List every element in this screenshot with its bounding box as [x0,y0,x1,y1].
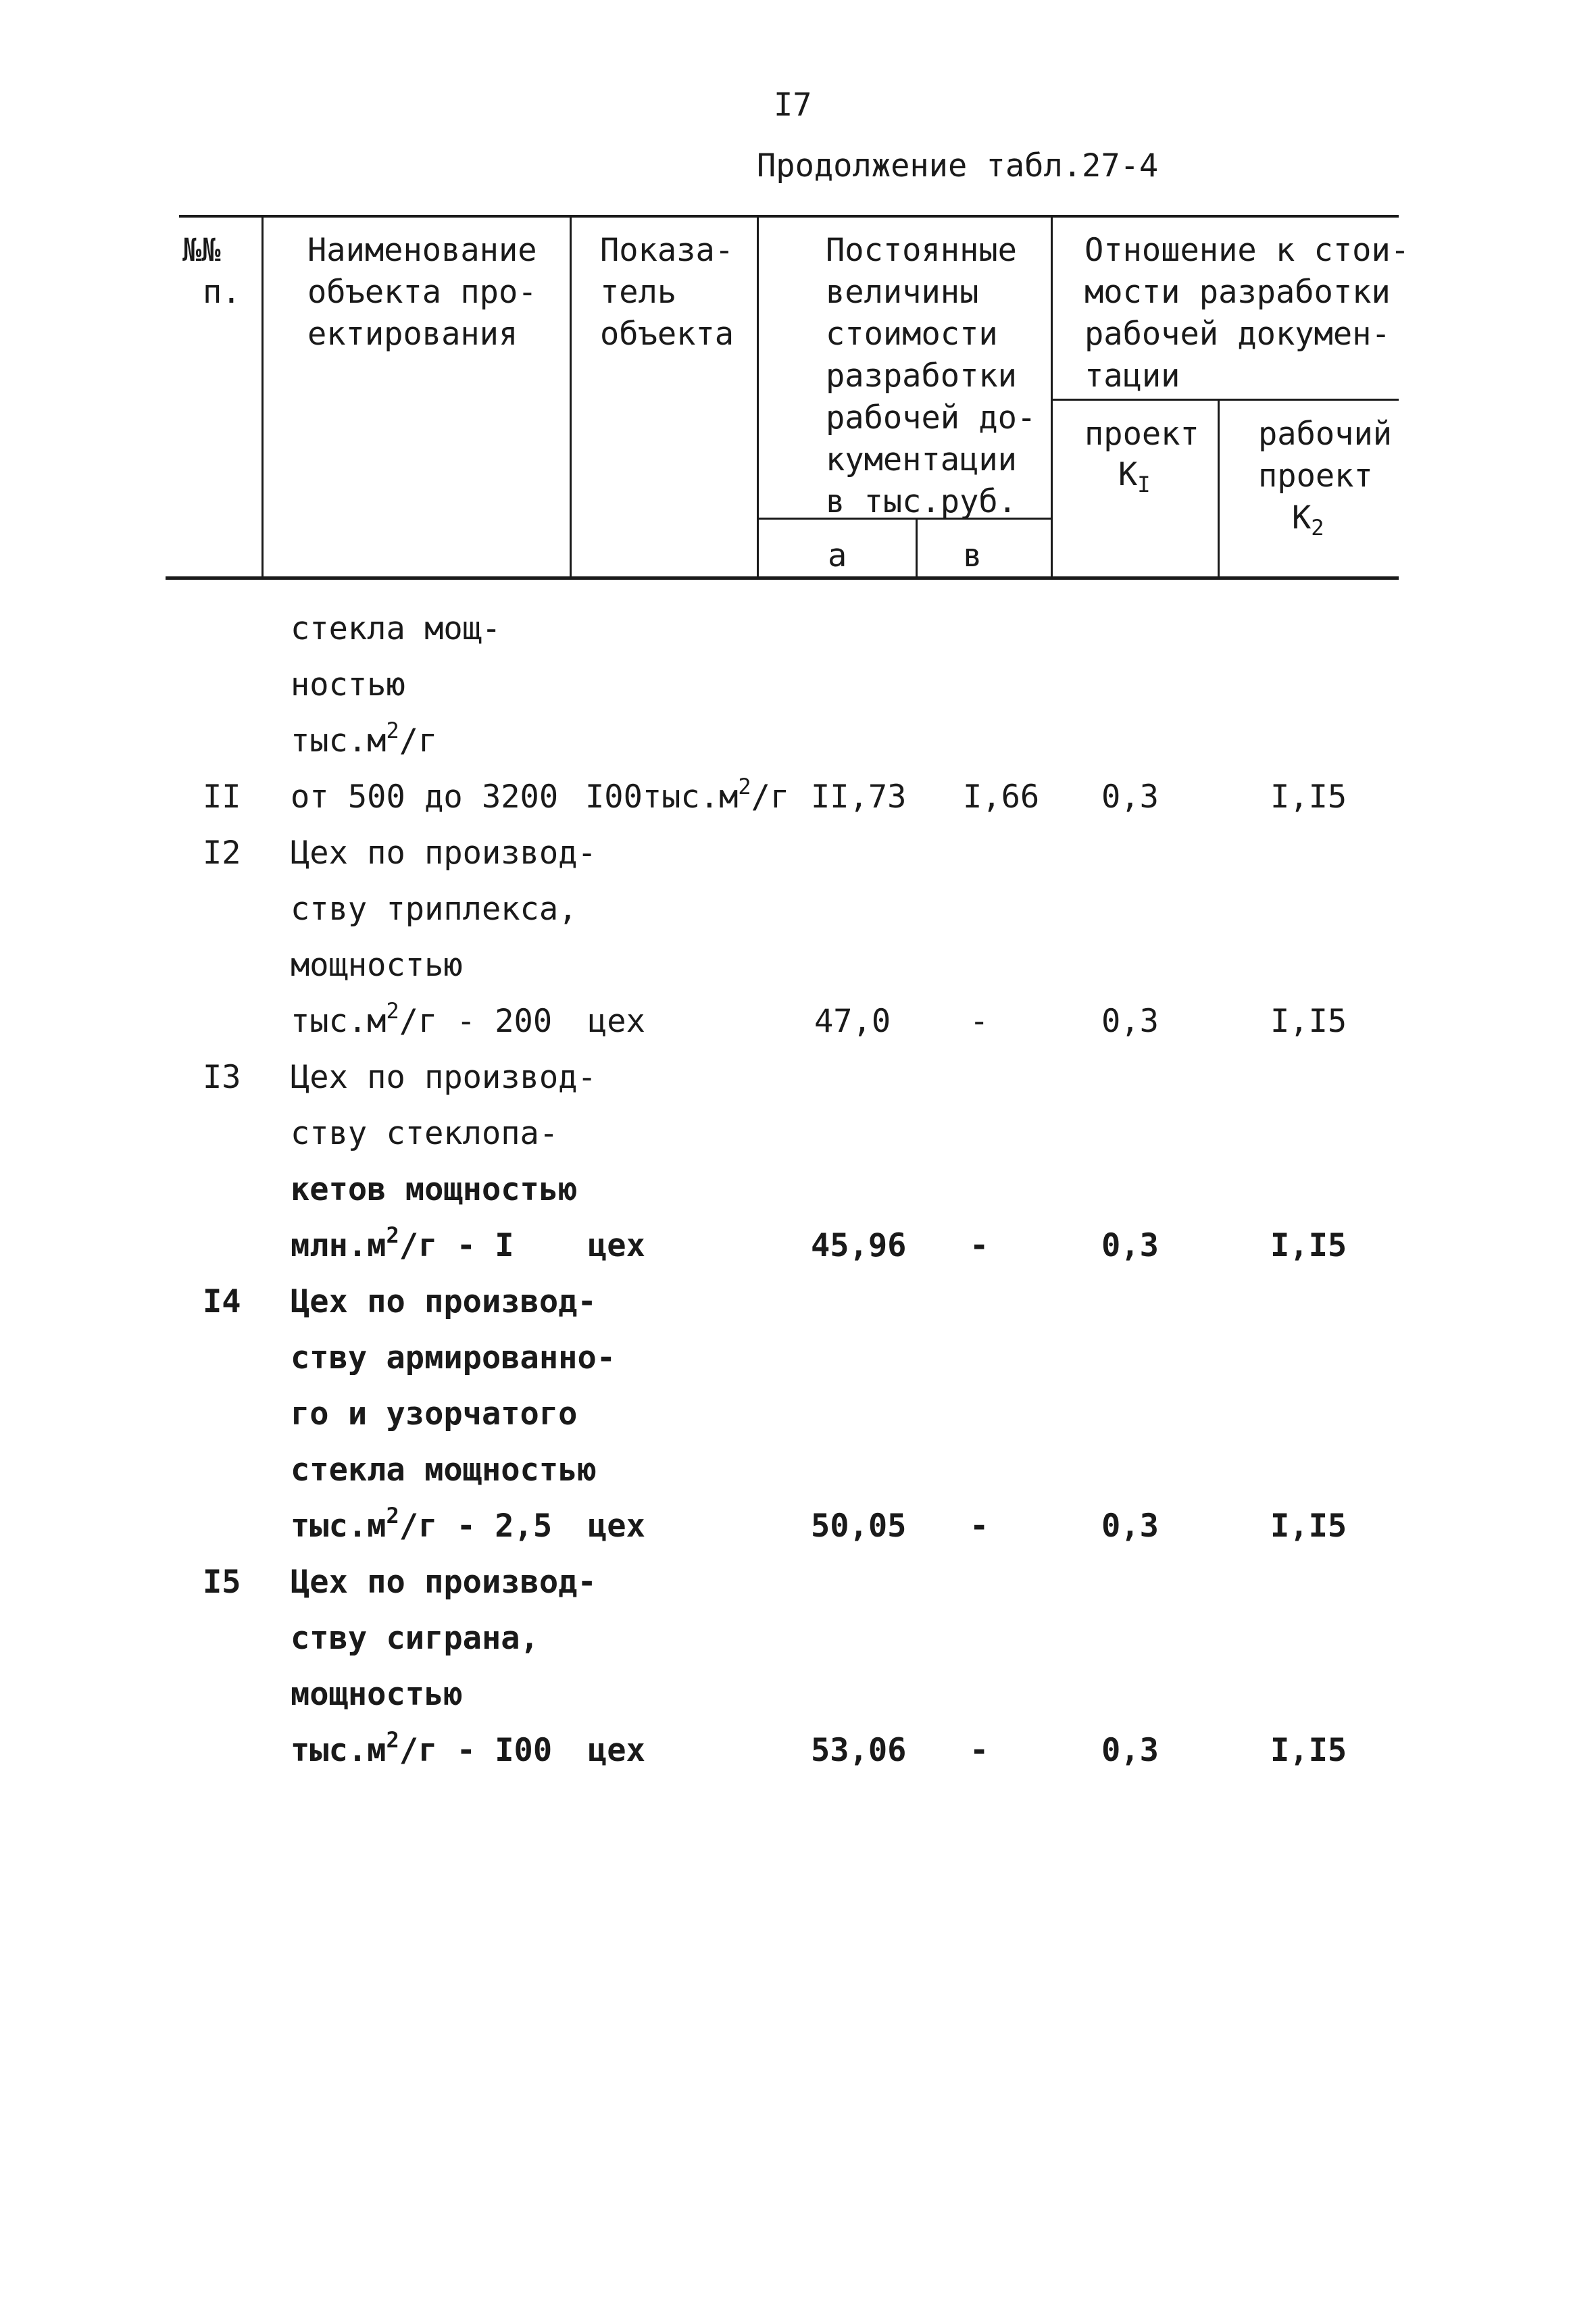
header-constants-line: Постоянные [826,232,1017,269]
ratio-subrule [1051,399,1399,401]
row-value-k2: I,I5 [1270,1732,1347,1769]
header-indicator-line: объекта [600,316,734,353]
row-indicator: цех [588,1003,645,1040]
k2-letter: К [1292,499,1312,537]
indicator-pre: I00тыс.м [585,778,739,816]
indicator-post: /г [751,778,790,816]
header-constants-line: стоимости [826,316,998,353]
row-name-line: от 500 до 3200 [291,778,559,816]
row-name-line: мощностью [291,1676,463,1713]
header-constants-line: рабочей до- [826,399,1037,437]
last-pre: тыс.м [291,1732,386,1769]
k2-index: 2 [1311,515,1324,541]
last-sup: 2 [386,1222,399,1248]
header-k1-symbol [1118,454,1151,496]
header-indicator-line: Показа- [600,232,734,269]
header-constants-line: разработки [826,357,1017,395]
row-number: I4 [203,1283,241,1320]
last-post: /г - I [399,1227,514,1264]
row-value-b: I,66 [963,778,1040,816]
row-unit [291,720,437,762]
row-indicator [585,776,789,818]
row-value-b: - [970,1003,989,1040]
row-name-line: ству сиграна, [291,1620,539,1657]
last-pre: тыс.м [291,1003,386,1040]
col-divider-k [1218,400,1220,578]
col-divider-3 [757,216,759,578]
row-value-k1: 0,3 [1101,1732,1159,1769]
row-indicator: цех [588,1732,645,1769]
header-k2-symbol [1292,497,1324,539]
header-indicator-line: тель [600,274,677,311]
last-post: /г - 2,5 [399,1508,553,1545]
last-sup: 2 [386,998,399,1024]
header-ratio-line: Отношение к стои- [1084,232,1410,269]
k1-letter: К [1118,456,1138,493]
row-indicator: цех [588,1508,645,1545]
table-caption: Продолжение табл.27-4 [757,147,1159,184]
row-name-line: ству триплекса, [291,891,578,928]
row-value-b: - [970,1508,989,1545]
row-value-k1: 0,3 [1101,1508,1159,1545]
row-name-line: ству армированно- [291,1339,616,1376]
row-name-last [291,1505,552,1547]
row-value-a: 53,06 [811,1732,907,1769]
row-name-line: Цех по производ- [291,835,597,872]
row-name-line: Цех по производ- [291,1283,597,1320]
row-value-a: 50,05 [811,1508,907,1545]
header-name-line: ектирования [307,316,518,353]
row-name-line: кетов мощностью [291,1171,578,1208]
last-post: /г - I00 [399,1732,553,1769]
row-value-a: 45,96 [811,1227,907,1264]
header-k2-label: проект [1258,457,1373,495]
header-constants-line: величины [826,274,979,311]
row-value-k2: I,I5 [1270,1508,1347,1545]
row-name-line: Цех по производ- [291,1059,597,1096]
last-sup: 2 [386,1503,399,1528]
header-constants-line: в тыс.руб. [826,483,1017,520]
header-k1-label: проект [1084,416,1199,453]
unit-pre: тыс.м [291,722,386,760]
unit-sup: 2 [386,718,399,743]
header-col-b: в [963,537,982,574]
header-k2-label: рабочий [1258,416,1393,453]
row-value-a: 47,0 [814,1003,891,1040]
table-top-rule [179,215,1399,218]
row-indicator: цех [588,1227,645,1264]
row-value-k1: 0,3 [1101,1003,1159,1040]
row-value-b: - [970,1227,989,1264]
row-name-line: стекла мощностью [291,1451,597,1489]
indicator-sup: 2 [738,774,751,799]
row-value-k2: I,I5 [1270,1003,1347,1040]
page-number: I7 [774,86,812,124]
header-no-line: п. [203,274,241,311]
row-name-last [291,1727,553,1772]
row-name-line: стекла мощ- [291,610,501,647]
header-col-a: а [828,537,847,574]
last-sup: 2 [386,1727,399,1753]
row-name-last [291,1222,514,1267]
row-name-line: го и узорчатого [291,1395,578,1433]
col-divider-ab [916,519,918,578]
row-value-k1: 0,3 [1101,778,1159,816]
unit-post: /г [399,722,438,760]
header-constants-line: кументации [826,441,1017,478]
col-divider-2 [570,216,572,578]
row-value-k1: 0,3 [1101,1227,1159,1264]
last-pre: тыс.м [291,1508,386,1545]
col-divider-1 [261,216,264,578]
header-ratio-line: тации [1084,357,1180,395]
row-number: II [203,778,241,816]
row-number: I5 [203,1564,241,1601]
row-number: I3 [203,1059,241,1096]
last-pre: млн.м [291,1227,386,1264]
row-name-last [291,998,553,1043]
row-name-line: ству стеклопа- [291,1115,559,1152]
header-name-line: объекта про- [307,274,537,311]
header-ratio-line: рабочей докумен- [1084,316,1391,353]
row-value-a: II,73 [811,778,907,816]
table-header-bottom-rule [166,576,1399,580]
last-post: /г - 200 [399,1003,553,1040]
header-name-line: Наименование [307,232,537,269]
header-no-line: №№ [182,232,221,269]
row-number: I2 [203,835,241,872]
k1-index: I [1137,472,1151,497]
row-name-line: Цех по производ- [291,1564,597,1601]
header-ratio-line: мости разработки [1084,274,1391,311]
row-value-k2: I,I5 [1270,778,1347,816]
row-name-line: мощностью [291,947,463,984]
row-value-k2: I,I5 [1270,1227,1347,1264]
col-divider-4 [1051,216,1053,578]
row-name-line: ностью [291,666,405,703]
row-value-b: - [970,1732,989,1769]
